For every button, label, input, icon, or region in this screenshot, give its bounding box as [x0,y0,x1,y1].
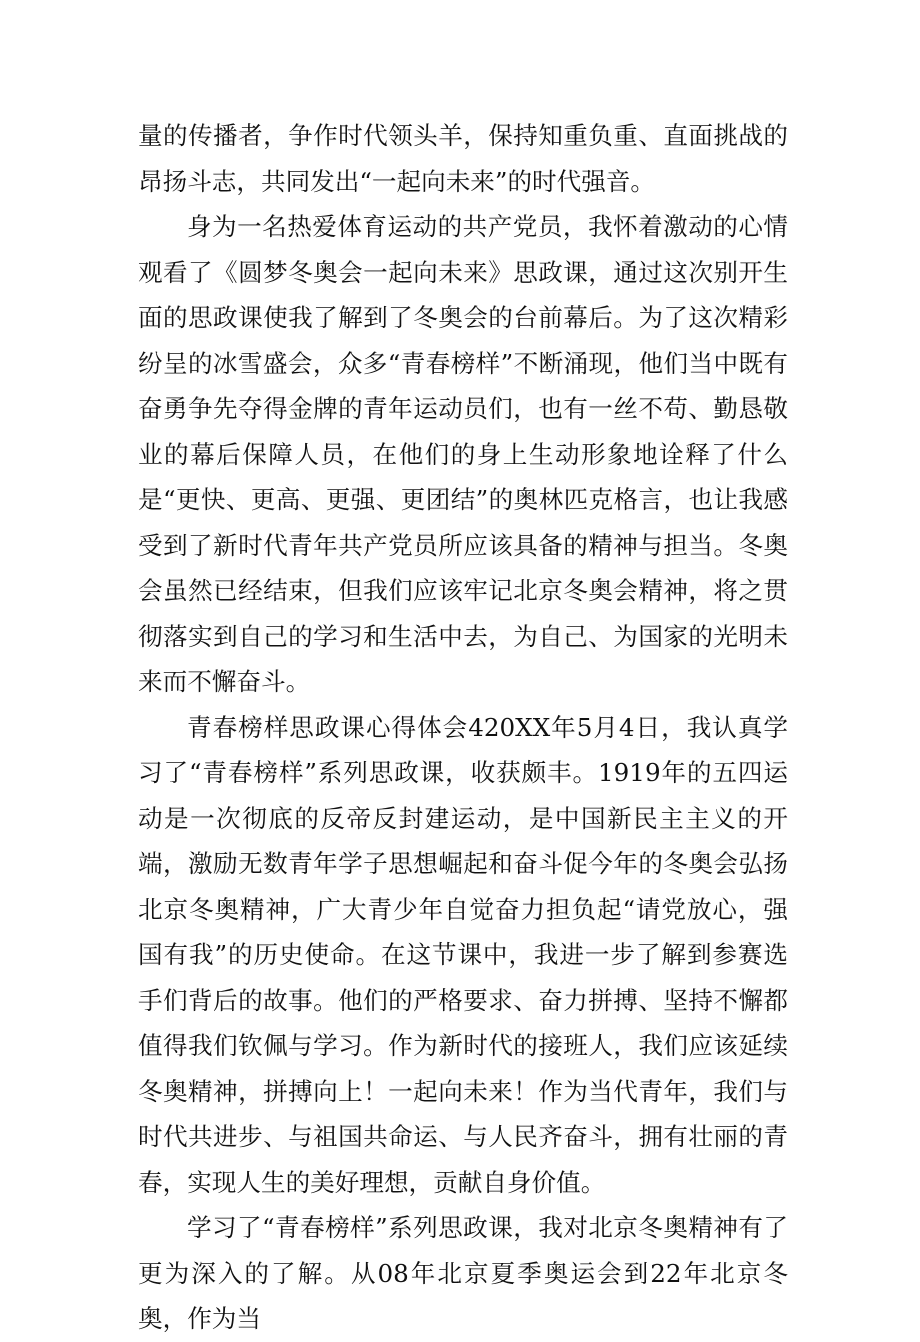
paragraph-2: 身为一名热爱体育运动的共产党员，我怀着激动的心情观看了《圆梦冬奥会一起向未来》思政课，通过这次别开生面的思政课使我了解到了冬奥会的台前幕后。为了这次精彩纷呈的冰雪盛会，众多“青春榜样”不断涌现，他们当中既有奋勇争先夺得金牌的青年运动员们，也有一丝不苟、勤恳敬业的幕后保障人员，在他们的身上生动形象地诠释了什么是“更快、更高、更强、更团结”的奥林匹克格言，也让我感受到了新时代青年共产党员所应该具备的精神与担当。冬奥会虽然已经结束，但我们应该牢记北京冬奥会精神，将之贯彻落实到自己的学习和生活中去，为自己、为国家的光明未来而不懈奋斗。 [138,212,788,696]
paragraph-4: 学习了“青春榜样”系列思政课，我对北京冬奥精神有了更为深入的了解。从08年北京夏季奥运会到22年北京冬奥，作为当 [138,1213,788,1333]
paragraph-1: 量的传播者，争作时代领头羊，保持知重负重、直面挑战的昂扬斗志，共同发出“一起向未来”的时代强音。 [138,121,788,196]
document-body [138,113,788,1342]
paragraph-3: 青春榜样思政课心得体会420XX年5月4日，我认真学习了“青春榜样”系列思政课，收获颇丰。1919年的五四运动是一次彻底的反帝反封建运动，是中国新民主主义的开端，激励无数青年学子思想崛起和奋斗促今年的冬奥会弘扬北京冬奥精神，广大青少年自觉奋力担负起“请党放心，强国有我”的历史使命。在这节课中，我进一步了解到参赛选手们背后的故事。他们的严格要求、奋力拼搏、坚持不懈都值得我们钦佩与学习。作为新时代的接班人，我们应该延续冬奥精神，拼搏向上！一起向未来！作为当代青年，我们与时代共进步、与祖国共命运、与人民齐奋斗，拥有壮丽的青春，实现人生的美好理想，贡献自身价值。 [138,712,788,1197]
